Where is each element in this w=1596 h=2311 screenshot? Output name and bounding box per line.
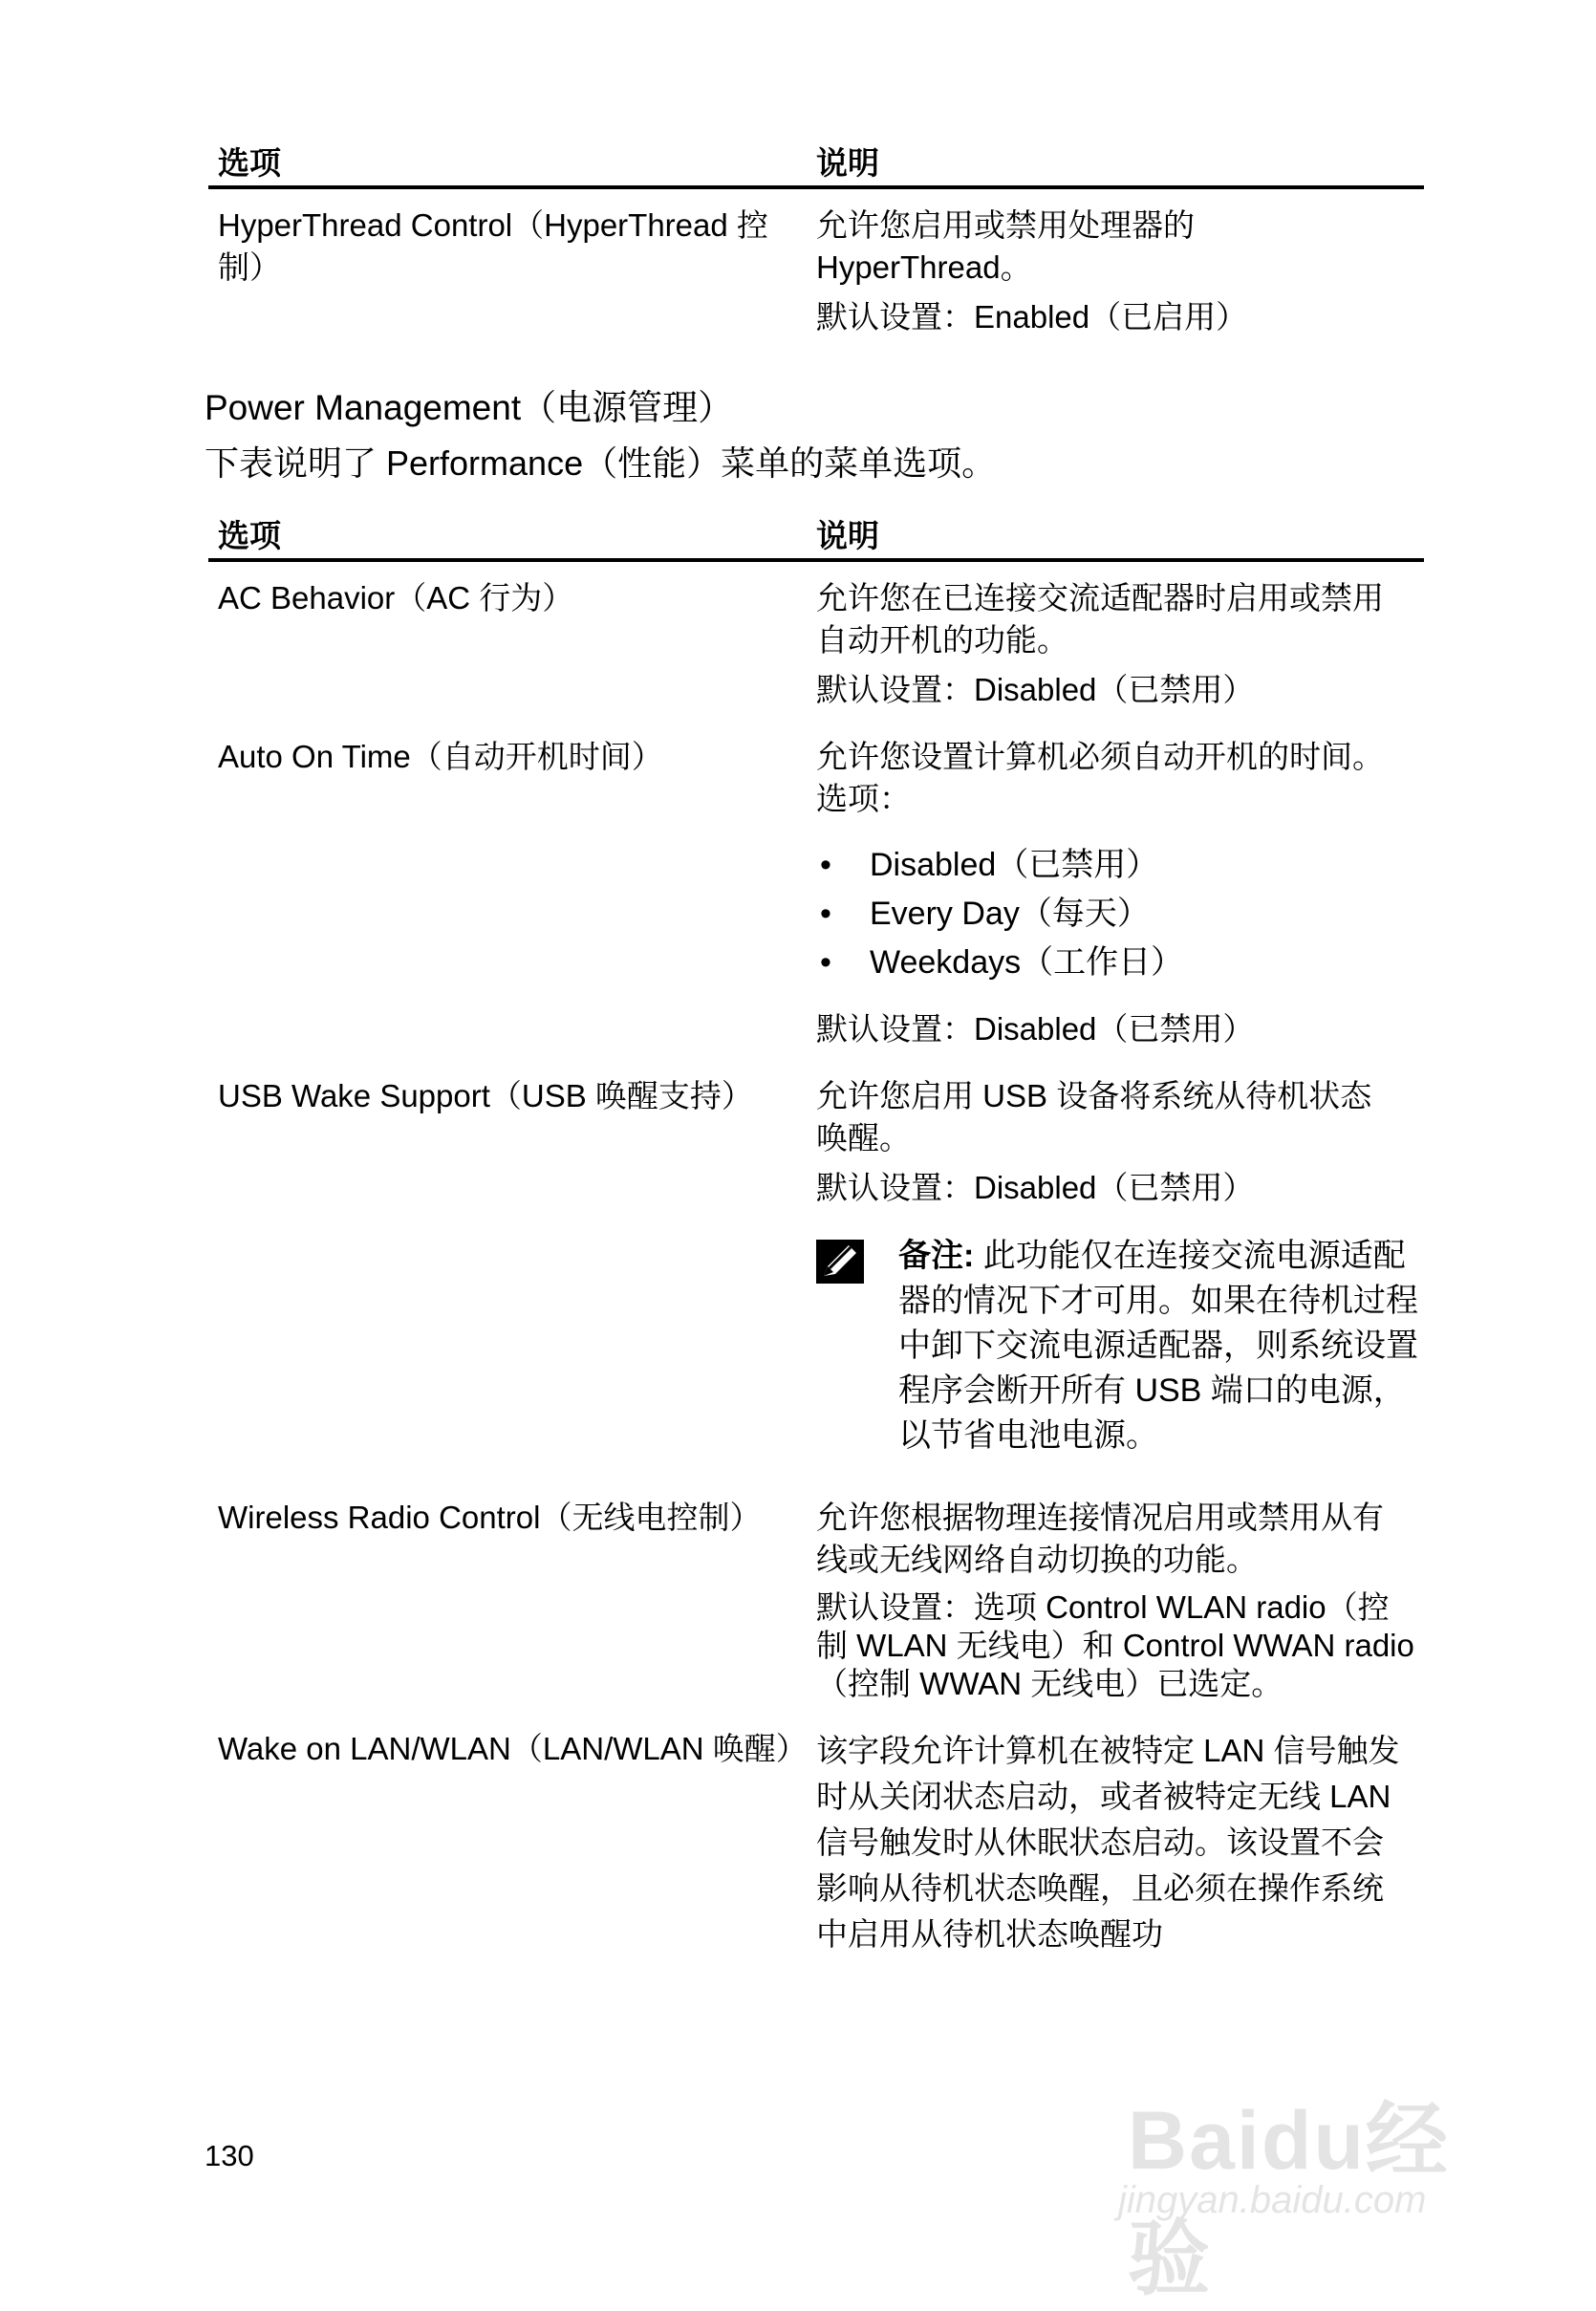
header-description: 说明 [816, 145, 879, 181]
row-desc-text: 该字段允许计算机在被特定 LAN 信号触发时从关闭状态启动，或者被特定无线 LAN 信号触发时从休眠状态启动。该设置不会影响从待机状态唤醒，且必须在操作系统中启用从待机状态唤醒功 [816, 1733, 1400, 1952]
row-description [816, 205, 1424, 346]
table-row [208, 1497, 1424, 1711]
row-description [816, 1497, 1424, 1711]
section-title: Power Management（电源管理） [205, 388, 734, 427]
row-default: 默认设置：Disabled（已禁用） [816, 672, 1255, 707]
row-default: 默认设置：Disabled（已禁用） [816, 1011, 1255, 1047]
row-desc-text: 允许您在已连接交流适配器时启用或禁用自动开机的功能。 [816, 580, 1384, 658]
row-desc-text: 允许您设置计算机必须自动开机的时间。选项： [816, 739, 1384, 816]
row-option: Wireless Radio Control（无线电控制） [218, 1500, 762, 1535]
table-row [208, 1075, 1424, 1458]
list-item: • Weekdays（工作日） [816, 939, 1424, 987]
row-option: AC Behavior（AC 行为） [218, 580, 574, 616]
table-row [208, 1728, 1424, 1965]
watermark-logo: Baidu经验 [1128, 2095, 1450, 2305]
header-description: 说明 [816, 518, 879, 553]
section-intro: 下表说明了 Performance（性能）菜单的菜单选项。 [205, 443, 997, 483]
row-option: Wake on LAN/WLAN（LAN/WLAN 唤醒） [218, 1731, 808, 1766]
note-box [816, 1234, 1424, 1458]
row-description [816, 736, 1424, 1058]
table-row [208, 736, 1424, 1058]
row-option: HyperThread Control（HyperThread 控制） [218, 207, 768, 285]
row-default: 默认设置：选项 Control WLAN radio（控制 WLAN 无线电）和 Control WWAN radio（控制 WWAN 无线电）已选定。 [816, 1589, 1414, 1701]
row-option: USB Wake Support（USB 唤醒支持） [218, 1078, 753, 1113]
header-option: 选项 [218, 518, 281, 553]
table-row [208, 577, 1424, 719]
row-default: 默认设置：Enabled（已启用） [816, 299, 1248, 335]
table-header [208, 514, 1424, 562]
options-table-performance [208, 141, 1424, 346]
page-number: 130 [205, 2139, 254, 2172]
list-item: • Disabled（已禁用） [816, 841, 1424, 890]
table-header [208, 141, 1424, 189]
row-desc-text: 允许您启用 USB 设备将系统从待机状态唤醒。 [816, 1078, 1372, 1156]
table-row [208, 205, 1424, 346]
note-label: 备注: [898, 1238, 975, 1274]
watermark-url: jingyan.baidu.com [1118, 2179, 1427, 2221]
list-item: • Every Day（每天） [816, 890, 1424, 939]
options-table-power-management [208, 514, 1424, 1965]
pencil-note-icon [816, 1234, 898, 1458]
row-desc-text: 允许您启用或禁用处理器的 HyperThread。 [816, 207, 1195, 285]
row-description [816, 577, 1424, 719]
bullet-icon: • [820, 896, 831, 932]
row-description [816, 1075, 1424, 1458]
header-option: 选项 [218, 145, 281, 181]
note-text: 备注: 此功能仅在连接交流电源适配器的情况下才可用。如果在待机过程中卸下交流电源适配器，则系统设置程序会断开所有 USB 端口的电源，以节省电池电源。 [898, 1238, 1418, 1454]
row-option: Auto On Time（自动开机时间） [218, 739, 663, 774]
bullet-list [816, 841, 1424, 987]
row-desc-text: 允许您根据物理连接情况启用或禁用从有线或无线网络自动切换的功能。 [816, 1500, 1384, 1577]
row-description [816, 1728, 1424, 1965]
watermark [1099, 2036, 1500, 2305]
bullet-icon: • [820, 847, 831, 883]
bullet-icon: • [820, 944, 831, 981]
row-default: 默认设置：Disabled（已禁用） [816, 1170, 1255, 1205]
